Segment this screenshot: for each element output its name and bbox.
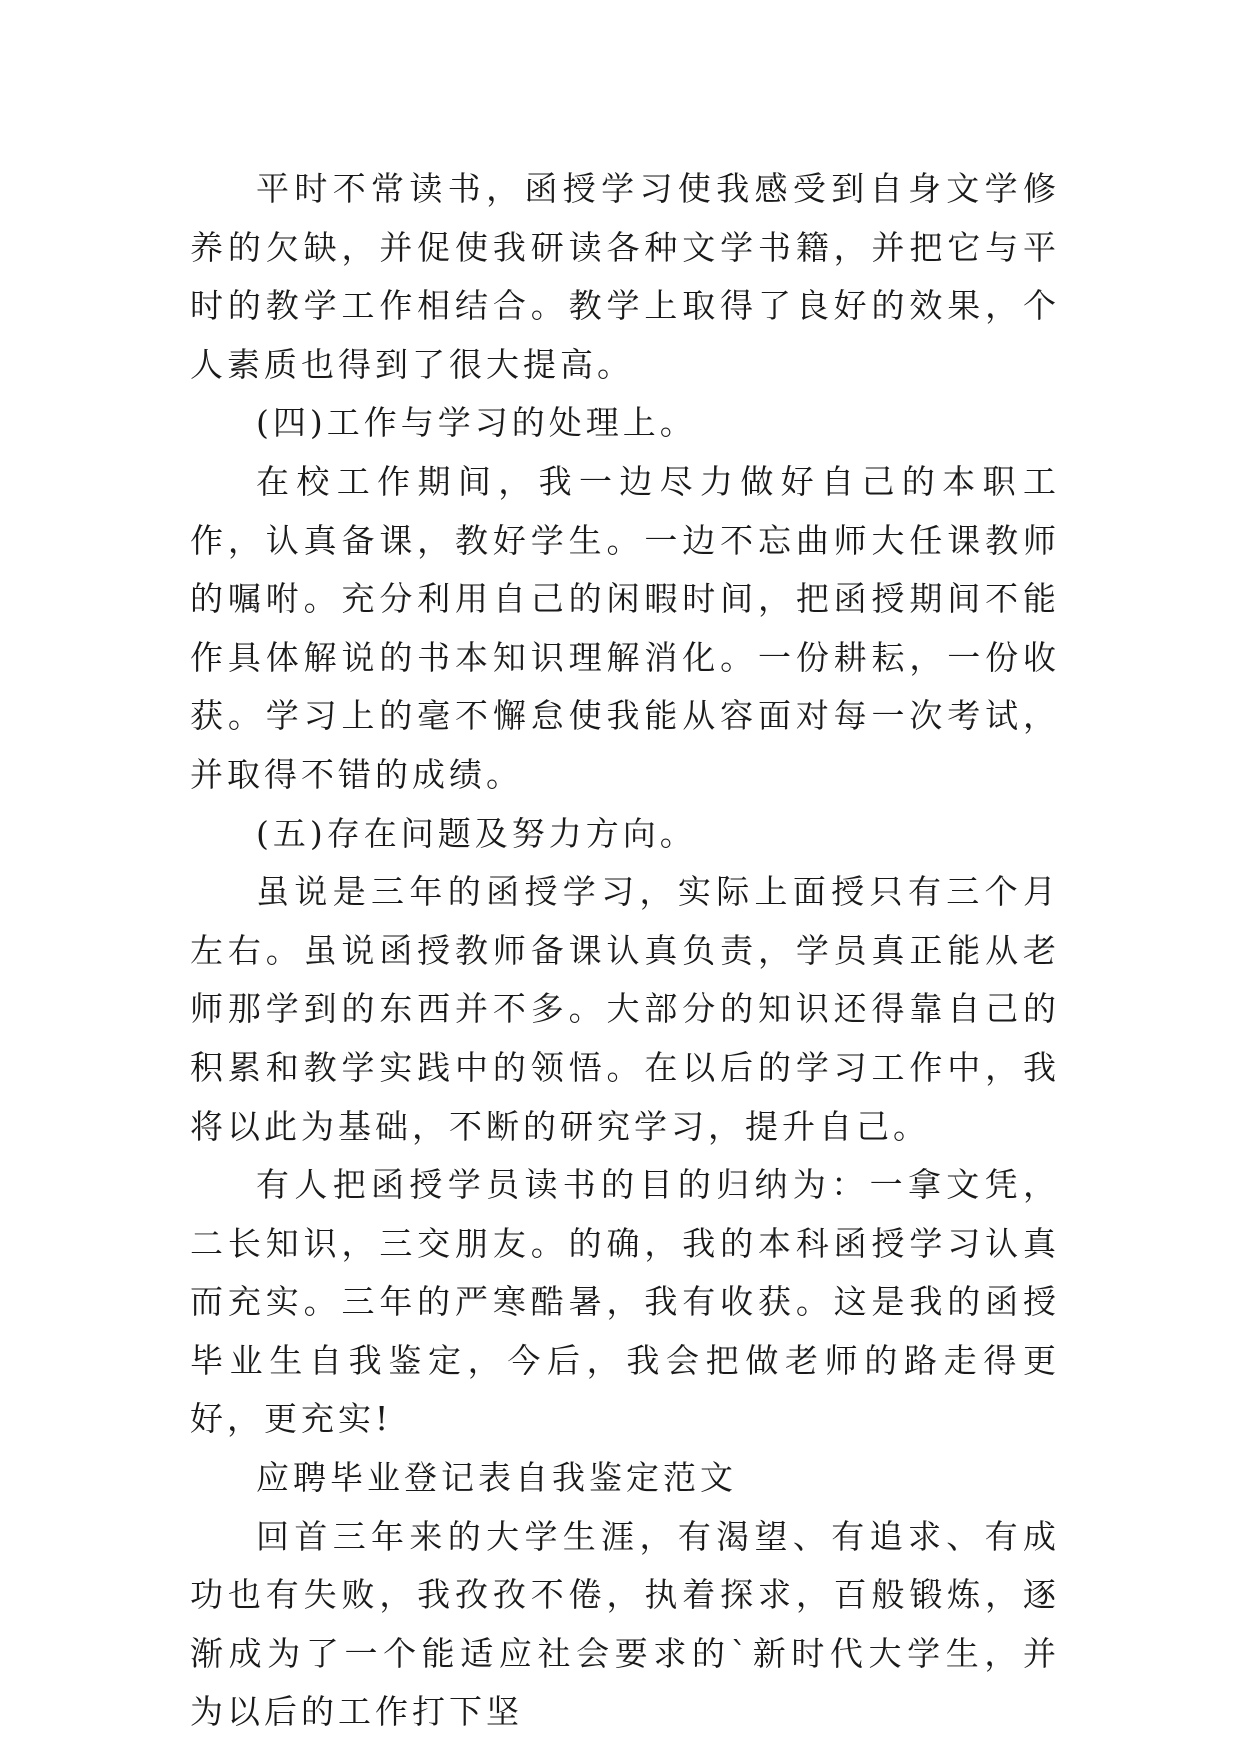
section-heading-5: (五)存在问题及努力方向。 <box>256 813 697 853</box>
document-body <box>190 160 1060 1742</box>
paragraph-5: 回首三年来的大学生涯，有渴望、有追求、有成功也有失败，我孜孜不倦，执着探求，百般锻炼，逐渐成为了一个能适应社会要求的`新时代大学生，并为以后的工作打下坚 <box>190 1516 1060 1732</box>
paragraph-1: 平时不常读书，函授学习使我感受到自身文学修养的欠缺，并促使我研读各种文学书籍，并把它与平时的教学工作相结合。教学上取得了良好的效果，个人素质也得到了很大提高。 <box>190 169 1060 384</box>
paragraph-3: 虽说是三年的函授学习，实际上面授只有三个月左右。虽说函授教师备课认真负责，学员真正能从老师那学到的东西并不多。大部分的知识还得靠自己的积累和教学实践中的领悟。在以后的学习工作中，我将以此为基础，不断的研究学习，提升自己。 <box>190 872 1060 1146</box>
paragraph-2: 在校工作期间，我一边尽力做好自己的本职工作，认真备课，教好学生。一边不忘曲师大任课教师的嘱咐。充分利用自己的闲暇时间，把函授期间不能作具体解说的书本知识理解消化。一份耕耘，一份收获。学习上的毫不懈怠使我能从容面对每一次考试，并取得不错的成绩。 <box>190 461 1060 794</box>
article-title: 应聘毕业登记表自我鉴定范文 <box>256 1458 737 1498</box>
paragraph-4: 有人把函授学员读书的目的归纳为：一拿文凭，二长知识，三交朋友。的确，我的本科函授学习认真而充实。三年的严寒酷暑，我有收获。这是我的函授毕业生自我鉴定，今后，我会把做老师的路走得更好，更充实! <box>190 1165 1060 1439</box>
section-heading-4: (四)工作与学习的处理上。 <box>256 403 697 443</box>
